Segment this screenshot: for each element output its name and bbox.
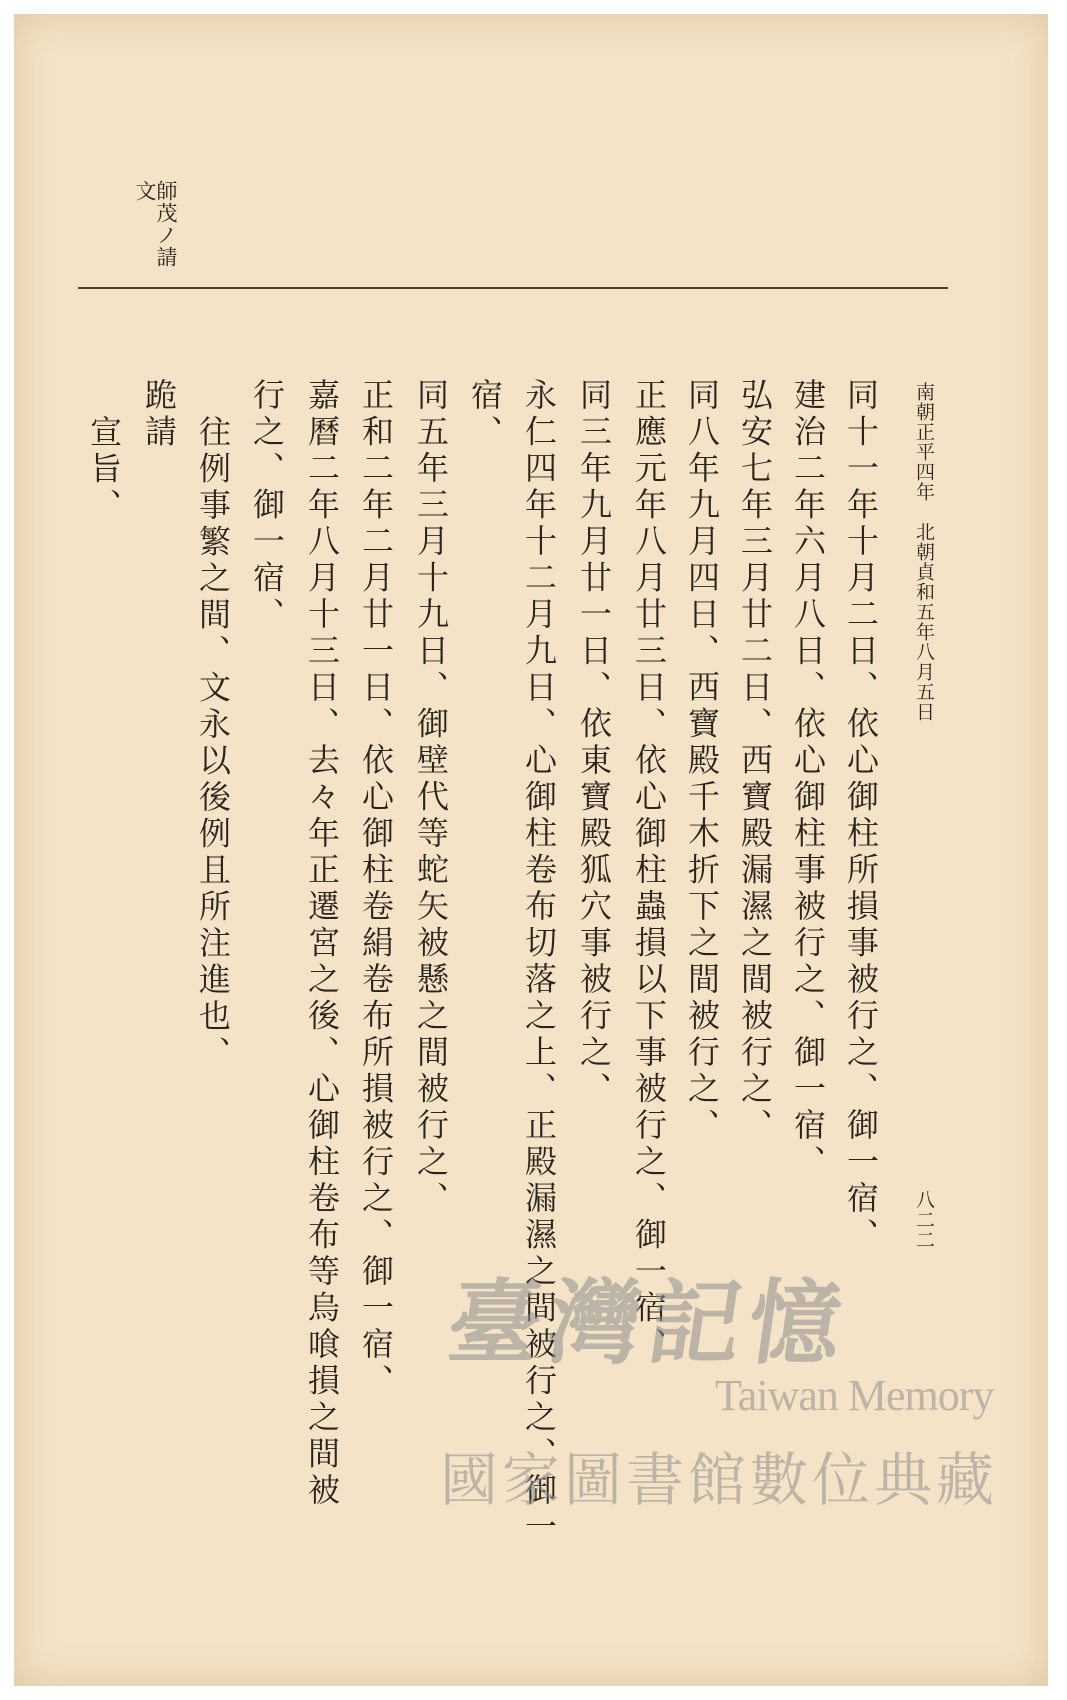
text-column-13: 往例事繁之間、文永以後例且所注進也、 bbox=[194, 415, 232, 1072]
watermark-title: 臺灣記憶 bbox=[441, 1269, 857, 1377]
watermark-subtitle: 國家圖書館數位典藏 bbox=[440, 1446, 999, 1514]
header-dates: 南朝正平四年 北朝貞和五年八月五日 bbox=[913, 382, 935, 722]
text-column-14: 跪請 bbox=[140, 378, 178, 451]
text-column-9: 同五年三月十九日、御壁代等蛇矢被懸之間被行之、 bbox=[412, 378, 450, 1218]
text-column-1: 同十一年十月二日、依心御柱所損事被行之、御一宿、 bbox=[842, 378, 880, 1254]
text-column-11: 嘉曆二年八月十三日、去々年正遷宮之後、心御柱卷布等烏喰損之間被 bbox=[303, 378, 341, 1510]
text-column-12: 行之、御一宿、 bbox=[248, 378, 286, 634]
watermark-english: Taiwan Memory bbox=[715, 1371, 994, 1420]
text-column-10: 正和二年二月廿一日、依心御柱卷絹卷布所損被行之、御一宿、 bbox=[357, 378, 395, 1400]
header-rule bbox=[78, 287, 948, 289]
text-column-5: 正應元年八月廿三日、依心御柱蟲損以下事被行之、御一宿、 bbox=[630, 378, 668, 1364]
side-note-col-2: 文 bbox=[133, 180, 157, 202]
text-column-7: 永仁四年十二月九日、心御柱卷布切落之上、正殿漏濕之間被行之、御一 bbox=[520, 378, 558, 1546]
text-column-8: 宿、 bbox=[466, 378, 504, 451]
text-column-3: 弘安七年三月廿二日、西寶殿漏濕之間被行之、 bbox=[736, 378, 774, 1145]
text-column-4: 同八年九月四日、西寶殿千木折下之間被行之、 bbox=[683, 378, 721, 1145]
side-note-col-1: 師茂ノ請 bbox=[154, 180, 178, 268]
text-column-15: 宣旨、 bbox=[85, 415, 123, 525]
text-column-6: 同三年九月廿一日、依東寶殿狐穴事被行之、 bbox=[575, 378, 613, 1108]
text-column-2: 建治二年六月八日、依心御柱事被行之、御一宿、 bbox=[789, 378, 827, 1181]
page-number: 八二二 bbox=[913, 1190, 935, 1250]
